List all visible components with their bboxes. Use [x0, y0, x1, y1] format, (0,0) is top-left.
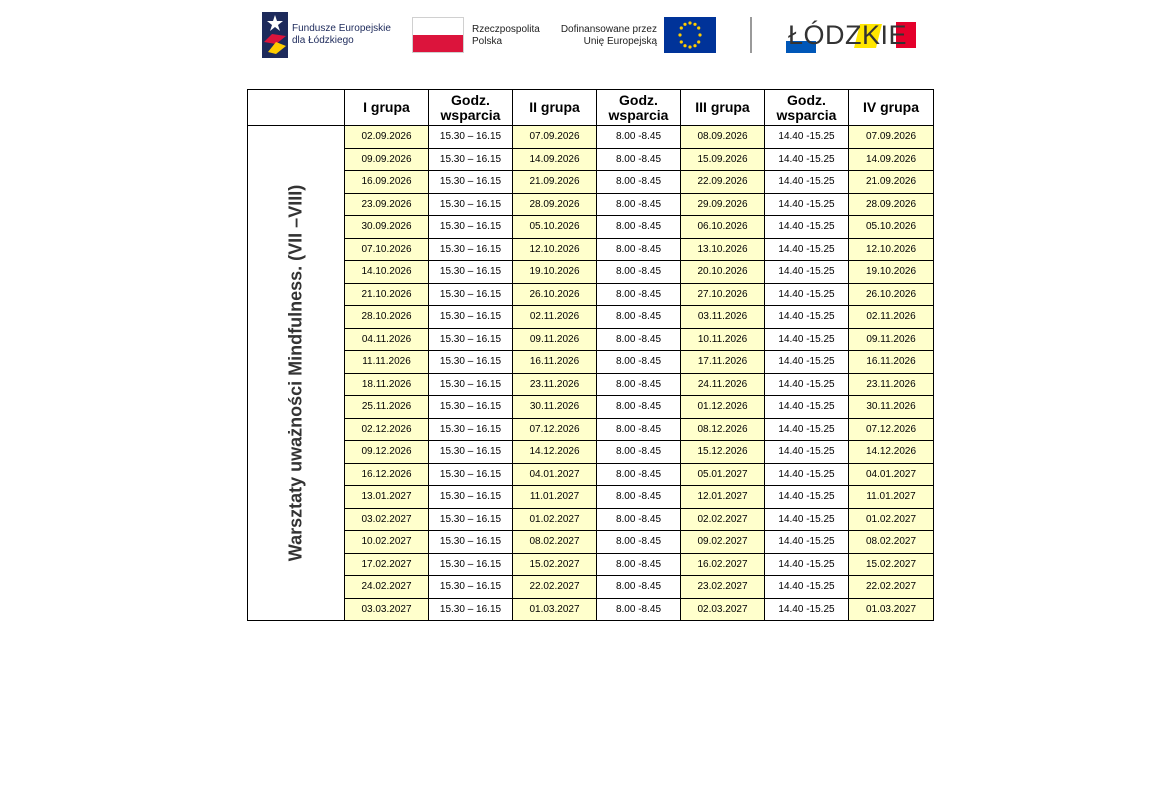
group-2-date-cell: 23.11.2026 [513, 373, 597, 396]
row-title: Warsztaty uważności Mindfulness. (VII –VIII) [285, 184, 306, 562]
rzeczpospolita-logo [412, 10, 547, 60]
group-2-hours-cell: 8.00 -8.45 [597, 148, 681, 171]
group-3-date-cell: 09.02.2027 [681, 531, 765, 554]
group-2-date-cell: 22.02.2027 [513, 576, 597, 599]
table-row [248, 598, 934, 621]
group-2-date-cell: 30.11.2026 [513, 396, 597, 419]
group-2-hours-cell: 8.00 -8.45 [597, 463, 681, 486]
group-3-hours-cell: 14.40 -15.25 [765, 171, 849, 194]
group-1-date-cell: 18.11.2026 [345, 373, 429, 396]
group-3-hours-cell: 14.40 -15.25 [765, 148, 849, 171]
group-1-hours-cell: 15.30 – 16.15 [429, 418, 513, 441]
group-3-date-cell: 08.09.2026 [681, 126, 765, 149]
group-2-hours-cell: 8.00 -8.45 [597, 261, 681, 284]
group-1-hours-cell: 15.30 – 16.15 [429, 531, 513, 554]
group-2-date-cell: 01.03.2027 [513, 598, 597, 621]
pl-line1: Rzeczpospolita [472, 24, 540, 35]
eu-line2: Unię Europejską [583, 36, 657, 47]
group-1-date-cell: 03.03.2027 [345, 598, 429, 621]
polish-flag-icon [412, 17, 464, 53]
group-1-hours-cell: 15.30 – 16.15 [429, 261, 513, 284]
fe-line2: dla Łódzkiego [292, 35, 354, 46]
group-4-date-cell: 05.10.2026 [849, 216, 934, 239]
table-row [248, 396, 934, 419]
group-1-date-cell: 09.09.2026 [345, 148, 429, 171]
group-3-date-cell: 08.12.2026 [681, 418, 765, 441]
group-3-hours-cell: 14.40 -15.25 [765, 306, 849, 329]
lodzkie-logo [784, 10, 922, 60]
group-2-hours-cell: 8.00 -8.45 [597, 216, 681, 239]
schedule-body [248, 126, 934, 621]
group-2-date-cell: 26.10.2026 [513, 283, 597, 306]
group-3-date-cell: 15.12.2026 [681, 441, 765, 464]
group-4-date-cell: 01.03.2027 [849, 598, 934, 621]
group-2-hours-cell: 8.00 -8.45 [597, 418, 681, 441]
group-2-hours-cell: 8.00 -8.45 [597, 576, 681, 599]
group-3-hours-cell: 14.40 -15.25 [765, 486, 849, 509]
group-4-date-cell: 09.11.2026 [849, 328, 934, 351]
group-3-hours-cell: 14.40 -15.25 [765, 396, 849, 419]
table-row [248, 171, 934, 194]
group-4-date-cell: 12.10.2026 [849, 238, 934, 261]
table-row [248, 463, 934, 486]
table-row [248, 553, 934, 576]
group-1-hours-cell: 15.30 – 16.15 [429, 148, 513, 171]
group-3-hours-cell: 14.40 -15.25 [765, 216, 849, 239]
group-4-date-cell: 08.02.2027 [849, 531, 934, 554]
group-2-date-cell: 28.09.2026 [513, 193, 597, 216]
table-row [248, 486, 934, 509]
table-row [248, 126, 934, 149]
group-2-hours-cell: 8.00 -8.45 [597, 396, 681, 419]
table-row [248, 261, 934, 284]
group-3-date-cell: 15.09.2026 [681, 148, 765, 171]
group-4-date-cell: 14.09.2026 [849, 148, 934, 171]
group-1-date-cell: 21.10.2026 [345, 283, 429, 306]
group-2-hours-cell: 8.00 -8.45 [597, 553, 681, 576]
group-4-date-cell: 26.10.2026 [849, 283, 934, 306]
fe-line1: Fundusze Europejskie [292, 23, 391, 34]
header-group-3: III grupa [681, 90, 765, 126]
group-4-date-cell: 19.10.2026 [849, 261, 934, 284]
row-title-cell [248, 126, 345, 621]
table-row [248, 328, 934, 351]
schedule-table [247, 89, 934, 621]
group-3-date-cell: 20.10.2026 [681, 261, 765, 284]
header-group-1: I grupa [345, 90, 429, 126]
table-row [248, 576, 934, 599]
group-2-hours-cell: 8.00 -8.45 [597, 238, 681, 261]
group-1-date-cell: 30.09.2026 [345, 216, 429, 239]
group-1-hours-cell: 15.30 – 16.15 [429, 238, 513, 261]
eu-line1: Dofinansowane przez [560, 24, 657, 35]
lodzkie-wordmark: ŁÓDZKIE [788, 20, 908, 50]
group-4-date-cell: 07.12.2026 [849, 418, 934, 441]
group-1-hours-cell: 15.30 – 16.15 [429, 486, 513, 509]
group-2-hours-cell: 8.00 -8.45 [597, 306, 681, 329]
group-1-date-cell: 04.11.2026 [345, 328, 429, 351]
group-1-date-cell: 10.02.2027 [345, 531, 429, 554]
group-3-date-cell: 27.10.2026 [681, 283, 765, 306]
group-3-date-cell: 02.02.2027 [681, 508, 765, 531]
group-2-date-cell: 11.01.2027 [513, 486, 597, 509]
logo-strip [262, 10, 922, 60]
group-2-hours-cell: 8.00 -8.45 [597, 373, 681, 396]
group-3-date-cell: 23.02.2027 [681, 576, 765, 599]
table-row [248, 193, 934, 216]
group-1-hours-cell: 15.30 – 16.15 [429, 328, 513, 351]
group-2-date-cell: 07.12.2026 [513, 418, 597, 441]
group-2-hours-cell: 8.00 -8.45 [597, 531, 681, 554]
header-row [248, 90, 934, 126]
table-row [248, 148, 934, 171]
group-3-hours-cell: 14.40 -15.25 [765, 441, 849, 464]
group-4-date-cell: 02.11.2026 [849, 306, 934, 329]
table-row [248, 508, 934, 531]
table-row [248, 216, 934, 239]
group-3-date-cell: 22.09.2026 [681, 171, 765, 194]
group-3-hours-cell: 14.40 -15.25 [765, 261, 849, 284]
group-3-date-cell: 16.02.2027 [681, 553, 765, 576]
group-1-date-cell: 02.12.2026 [345, 418, 429, 441]
group-2-hours-cell: 8.00 -8.45 [597, 126, 681, 149]
group-2-date-cell: 04.01.2027 [513, 463, 597, 486]
group-2-date-cell: 02.11.2026 [513, 306, 597, 329]
logo-separator [750, 17, 752, 53]
group-4-date-cell: 01.02.2027 [849, 508, 934, 531]
group-3-date-cell: 24.11.2026 [681, 373, 765, 396]
group-2-hours-cell: 8.00 -8.45 [597, 441, 681, 464]
group-1-date-cell: 17.02.2027 [345, 553, 429, 576]
group-1-hours-cell: 15.30 – 16.15 [429, 508, 513, 531]
group-1-hours-cell: 15.30 – 16.15 [429, 306, 513, 329]
group-3-hours-cell: 14.40 -15.25 [765, 553, 849, 576]
group-1-hours-cell: 15.30 – 16.15 [429, 351, 513, 374]
table-row [248, 373, 934, 396]
header-hours-3: Godz. wsparcia [765, 90, 849, 126]
group-3-date-cell: 29.09.2026 [681, 193, 765, 216]
group-1-date-cell: 14.10.2026 [345, 261, 429, 284]
group-3-date-cell: 12.01.2027 [681, 486, 765, 509]
group-1-date-cell: 02.09.2026 [345, 126, 429, 149]
group-3-date-cell: 06.10.2026 [681, 216, 765, 239]
group-1-hours-cell: 15.30 – 16.15 [429, 553, 513, 576]
group-1-date-cell: 28.10.2026 [345, 306, 429, 329]
table-row [248, 351, 934, 374]
group-1-hours-cell: 15.30 – 16.15 [429, 441, 513, 464]
group-2-date-cell: 07.09.2026 [513, 126, 597, 149]
group-1-date-cell: 16.09.2026 [345, 171, 429, 194]
header-empty-cell [248, 90, 345, 126]
group-4-date-cell: 28.09.2026 [849, 193, 934, 216]
group-1-date-cell: 25.11.2026 [345, 396, 429, 419]
group-1-date-cell: 13.01.2027 [345, 486, 429, 509]
group-3-date-cell: 13.10.2026 [681, 238, 765, 261]
group-1-hours-cell: 15.30 – 16.15 [429, 283, 513, 306]
group-3-date-cell: 01.12.2026 [681, 396, 765, 419]
group-2-date-cell: 16.11.2026 [513, 351, 597, 374]
group-2-hours-cell: 8.00 -8.45 [597, 193, 681, 216]
header-hours-2: Godz. wsparcia [597, 90, 681, 126]
group-2-date-cell: 05.10.2026 [513, 216, 597, 239]
group-4-date-cell: 14.12.2026 [849, 441, 934, 464]
group-3-hours-cell: 14.40 -15.25 [765, 373, 849, 396]
pl-line2: Polska [472, 36, 503, 47]
group-2-hours-cell: 8.00 -8.45 [597, 486, 681, 509]
group-3-hours-cell: 14.40 -15.25 [765, 508, 849, 531]
group-1-hours-cell: 15.30 – 16.15 [429, 171, 513, 194]
group-2-date-cell: 19.10.2026 [513, 261, 597, 284]
group-2-date-cell: 08.02.2027 [513, 531, 597, 554]
group-1-date-cell: 07.10.2026 [345, 238, 429, 261]
group-1-hours-cell: 15.30 – 16.15 [429, 373, 513, 396]
table-row [248, 238, 934, 261]
group-1-date-cell: 24.02.2027 [345, 576, 429, 599]
group-4-date-cell: 07.09.2026 [849, 126, 934, 149]
header-hours-1: Godz. wsparcia [429, 90, 513, 126]
group-1-hours-cell: 15.30 – 16.15 [429, 598, 513, 621]
group-3-hours-cell: 14.40 -15.25 [765, 238, 849, 261]
group-2-hours-cell: 8.00 -8.45 [597, 283, 681, 306]
group-1-hours-cell: 15.30 – 16.15 [429, 193, 513, 216]
group-2-date-cell: 14.12.2026 [513, 441, 597, 464]
group-4-date-cell: 15.02.2027 [849, 553, 934, 576]
group-3-hours-cell: 14.40 -15.25 [765, 328, 849, 351]
group-1-hours-cell: 15.30 – 16.15 [429, 216, 513, 239]
group-2-hours-cell: 8.00 -8.45 [597, 351, 681, 374]
group-1-hours-cell: 15.30 – 16.15 [429, 396, 513, 419]
group-3-hours-cell: 14.40 -15.25 [765, 126, 849, 149]
group-2-date-cell: 09.11.2026 [513, 328, 597, 351]
group-1-date-cell: 03.02.2027 [345, 508, 429, 531]
group-1-hours-cell: 15.30 – 16.15 [429, 463, 513, 486]
group-1-date-cell: 09.12.2026 [345, 441, 429, 464]
group-2-date-cell: 21.09.2026 [513, 171, 597, 194]
group-1-date-cell: 11.11.2026 [345, 351, 429, 374]
table-row [248, 283, 934, 306]
group-4-date-cell: 04.01.2027 [849, 463, 934, 486]
header-group-4: IV grupa [849, 90, 934, 126]
group-3-date-cell: 03.11.2026 [681, 306, 765, 329]
group-2-date-cell: 12.10.2026 [513, 238, 597, 261]
table-row [248, 531, 934, 554]
table-row [248, 418, 934, 441]
table-row [248, 441, 934, 464]
group-2-hours-cell: 8.00 -8.45 [597, 171, 681, 194]
group-4-date-cell: 21.09.2026 [849, 171, 934, 194]
group-3-hours-cell: 14.40 -15.25 [765, 351, 849, 374]
eu-logo [560, 10, 720, 60]
group-3-date-cell: 02.03.2027 [681, 598, 765, 621]
group-2-hours-cell: 8.00 -8.45 [597, 328, 681, 351]
group-3-hours-cell: 14.40 -15.25 [765, 418, 849, 441]
group-4-date-cell: 22.02.2027 [849, 576, 934, 599]
header-group-2: II grupa [513, 90, 597, 126]
group-1-date-cell: 23.09.2026 [345, 193, 429, 216]
group-1-hours-cell: 15.30 – 16.15 [429, 126, 513, 149]
fundusze-europejskie-logo [262, 10, 402, 60]
group-2-hours-cell: 8.00 -8.45 [597, 598, 681, 621]
group-3-hours-cell: 14.40 -15.25 [765, 598, 849, 621]
group-3-hours-cell: 14.40 -15.25 [765, 193, 849, 216]
group-3-hours-cell: 14.40 -15.25 [765, 283, 849, 306]
group-2-date-cell: 01.02.2027 [513, 508, 597, 531]
group-2-hours-cell: 8.00 -8.45 [597, 508, 681, 531]
group-4-date-cell: 16.11.2026 [849, 351, 934, 374]
group-3-date-cell: 05.01.2027 [681, 463, 765, 486]
group-4-date-cell: 30.11.2026 [849, 396, 934, 419]
fe-star-icon [262, 12, 288, 58]
group-4-date-cell: 11.01.2027 [849, 486, 934, 509]
group-1-hours-cell: 15.30 – 16.15 [429, 576, 513, 599]
group-2-date-cell: 14.09.2026 [513, 148, 597, 171]
group-3-date-cell: 17.11.2026 [681, 351, 765, 374]
group-3-date-cell: 10.11.2026 [681, 328, 765, 351]
group-1-date-cell: 16.12.2026 [345, 463, 429, 486]
group-3-hours-cell: 14.40 -15.25 [765, 576, 849, 599]
group-4-date-cell: 23.11.2026 [849, 373, 934, 396]
group-3-hours-cell: 14.40 -15.25 [765, 463, 849, 486]
table-row [248, 306, 934, 329]
group-2-date-cell: 15.02.2027 [513, 553, 597, 576]
group-3-hours-cell: 14.40 -15.25 [765, 531, 849, 554]
eu-flag-icon [664, 17, 716, 53]
